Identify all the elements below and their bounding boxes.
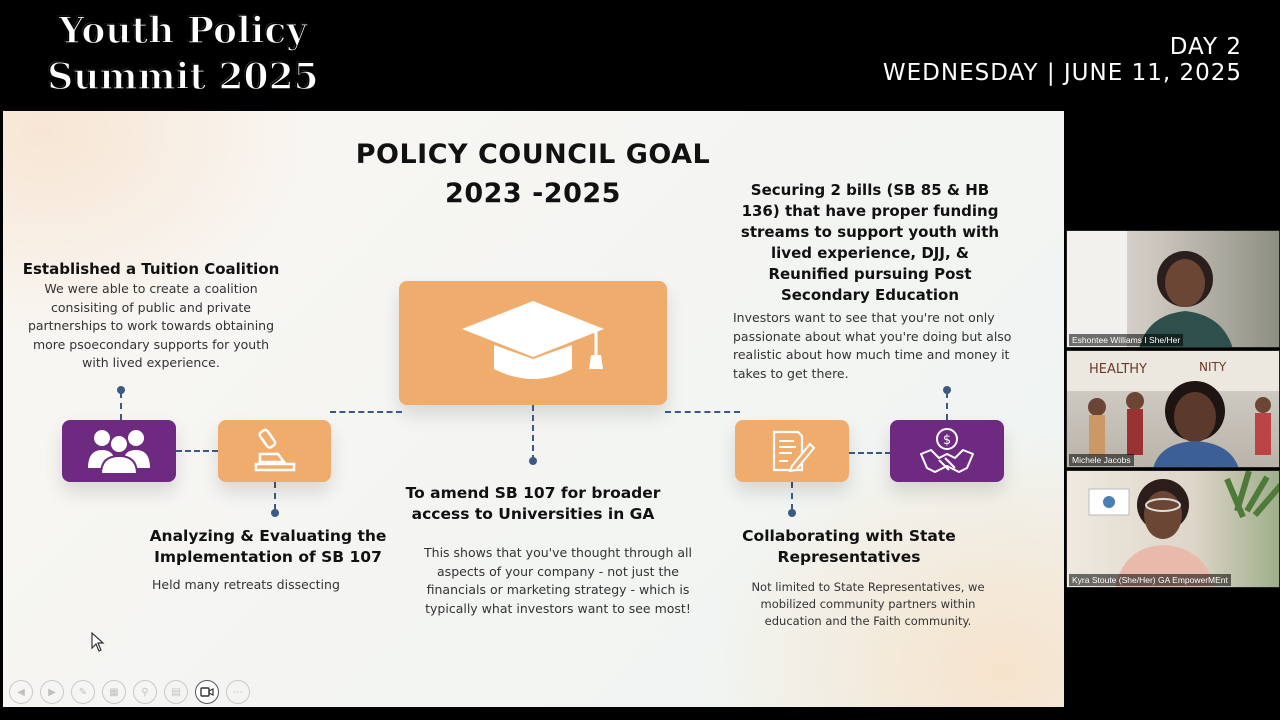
shared-slide bbox=[3, 111, 1064, 707]
tuition-coalition-section bbox=[13, 259, 289, 373]
graduation-cap-icon bbox=[458, 297, 608, 389]
participant-tile[interactable] bbox=[1066, 470, 1280, 588]
handshake-tile bbox=[890, 420, 1004, 482]
next-slide-icon[interactable]: ▶ bbox=[40, 680, 64, 704]
connector-line bbox=[849, 452, 891, 454]
connector-line bbox=[532, 405, 534, 461]
event-date bbox=[883, 34, 1242, 86]
day-label: DAY 2 bbox=[1169, 34, 1242, 60]
connector-dot bbox=[117, 386, 125, 394]
participant-video bbox=[1067, 231, 1280, 348]
zoom-icon[interactable]: ⚲ bbox=[133, 680, 157, 704]
tuition-heading: Established a Tuition Coalition bbox=[22, 260, 280, 278]
collaborating-body: Not limited to State Representatives, we mobilized community partners within education and the Faith community. bbox=[751, 580, 985, 628]
collaborating-heading: Collaborating with State Representatives bbox=[742, 527, 956, 566]
participant-tile[interactable] bbox=[1066, 350, 1280, 468]
stamp-icon bbox=[250, 428, 300, 474]
connector-dot bbox=[271, 509, 279, 517]
slide-title: POLICY COUNCIL GOAL 2023 -2025 bbox=[355, 139, 711, 209]
stamp-tile bbox=[218, 420, 331, 482]
pen-icon[interactable]: ✎ bbox=[71, 680, 95, 704]
participant-video bbox=[1067, 351, 1280, 468]
amend-heading: To amend SB 107 for broader access to Universities in GA bbox=[405, 484, 661, 523]
participant-video bbox=[1067, 471, 1280, 588]
mouse-cursor-icon bbox=[91, 632, 105, 656]
svg-text:NITY: NITY bbox=[1199, 360, 1227, 374]
amend-section bbox=[398, 483, 668, 525]
participant-name: Eshontee Williams I She/Her bbox=[1069, 334, 1183, 346]
graduation-cap-tile bbox=[399, 281, 667, 405]
logo-line-2: Summit 2025 bbox=[47, 56, 319, 98]
document-tile bbox=[735, 420, 849, 482]
document-pen-icon bbox=[768, 428, 816, 474]
connector-dot bbox=[943, 386, 951, 394]
connector-line bbox=[946, 392, 948, 420]
connector-line bbox=[120, 392, 122, 420]
analyzing-body: Held many retreats dissecting bbox=[152, 577, 340, 592]
securing-heading: Securing 2 bills (SB 85 & HB 136) that have proper funding streams to support youth with lived experience, DJJ, & Reunified pursuing Post Secondary Education bbox=[740, 181, 1000, 304]
more-options-icon[interactable]: ⋯ bbox=[226, 680, 250, 704]
people-tile bbox=[62, 420, 176, 482]
connector-line bbox=[665, 411, 740, 413]
collaborating-section bbox=[726, 526, 972, 568]
connector-line bbox=[791, 482, 793, 510]
amend-body: This shows that you've thought through all aspects of your company - not just the financials or marketing strategy - which is typically what investors want to see most! bbox=[424, 545, 692, 616]
presenter-toolbar bbox=[9, 680, 250, 704]
analyzing-section bbox=[133, 526, 403, 568]
video-camera-icon[interactable] bbox=[195, 680, 219, 704]
previous-slide-icon[interactable]: ◀ bbox=[9, 680, 33, 704]
connector-line bbox=[330, 411, 402, 413]
securing-body: Investors want to see that you're not only passionate about what you're doing but also realistic about how much time and money it takes to get there. bbox=[733, 310, 1012, 381]
date-label: WEDNESDAY | JUNE 11, 2025 bbox=[882, 60, 1242, 86]
subtitles-icon[interactable]: ▤ bbox=[164, 680, 188, 704]
group-people-icon bbox=[84, 426, 154, 476]
participant-name: Kyra Stoute (She/Her) GA EmpowerMEnt bbox=[1069, 574, 1231, 586]
participant-name: Michele Jacobs bbox=[1069, 454, 1134, 466]
svg-text:$: $ bbox=[942, 433, 952, 448]
summit-logo bbox=[28, 8, 338, 100]
tuition-body: We were able to create a coalition consisiting of public and private partnerships to work towards obtaining more psoecondary supports for youth with lived experience. bbox=[27, 281, 275, 370]
svg-text:HEALTHY: HEALTHY bbox=[1089, 362, 1147, 377]
all-slides-icon[interactable]: ▦ bbox=[102, 680, 126, 704]
logo-line-1: Youth Policy bbox=[58, 10, 308, 52]
connector-dot bbox=[529, 457, 537, 465]
connector-line bbox=[176, 450, 218, 452]
analyzing-heading: Analyzing & Evaluating the Implementation of SB 107 bbox=[149, 527, 387, 566]
participant-tile[interactable] bbox=[1066, 230, 1280, 348]
connector-line bbox=[274, 482, 276, 510]
handshake-money-icon bbox=[919, 426, 975, 476]
connector-dot bbox=[788, 509, 796, 517]
